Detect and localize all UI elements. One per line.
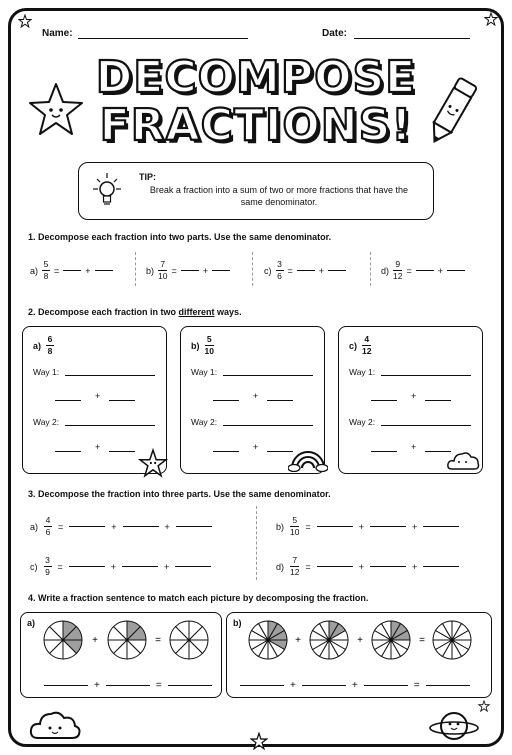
q4-label-a: a)	[27, 618, 36, 628]
q3-fraction: $\frac{5}{10}$	[290, 515, 300, 537]
answer-blank[interactable]	[44, 685, 88, 686]
tip-title: TIP:	[139, 172, 156, 182]
answer-blank[interactable]	[168, 685, 212, 686]
q1-item: b) $\frac{7}{10}$ = +	[146, 260, 230, 281]
q2-heading: 2. Decompose each fraction in two different ways.	[28, 307, 242, 317]
way2-label: Way 2:	[33, 417, 60, 427]
q1-fraction: $\frac{9}{12}$	[393, 259, 403, 281]
q1-item: a) $\frac{5}{8}$ = +	[30, 260, 113, 281]
plus-sign: +	[295, 635, 301, 646]
fraction-circle	[44, 621, 82, 659]
tip-text: Break a fraction into a sum of two or more fractions that have the same denominator.	[149, 185, 409, 207]
q3-item: a) $\frac{4}{6}$ = + +	[30, 516, 212, 537]
fraction-circle	[310, 621, 348, 659]
cloud-doodle-icon	[28, 706, 82, 742]
way1-label: Way 1:	[33, 367, 60, 377]
q1-fraction: $\frac{5}{8}$	[43, 259, 49, 281]
planet-doodle-icon	[428, 706, 480, 746]
date-label: Date:	[322, 28, 348, 39]
way1-label: Way 1:	[191, 367, 218, 377]
equals-sign: =	[155, 635, 161, 646]
title-line-2: FRACTIONS!	[99, 100, 413, 151]
q3-item: d) $\frac{7}{12}$ = + +	[276, 556, 459, 577]
q3-fraction: $\frac{4}{6}$	[45, 515, 51, 537]
q3-item: c) $\frac{3}{9}$ = + +	[30, 556, 211, 577]
q4-answer-row: + + =	[240, 680, 470, 691]
answer-blank[interactable]	[106, 685, 150, 686]
answer-blank[interactable]	[240, 685, 284, 686]
q3-fraction: $\frac{3}{9}$	[45, 555, 50, 577]
q2-fraction: $\frac{5}{10}$	[204, 334, 214, 356]
q3-item: b) $\frac{5}{10}$ = + +	[276, 516, 459, 537]
q3-fraction: $\frac{7}{12}$	[290, 555, 300, 577]
plus-sign: +	[357, 635, 363, 646]
q4-answer-row: + =	[44, 680, 212, 691]
q1-heading: 1. Decompose each fraction into two parts. Use the same denominator.	[28, 232, 332, 242]
q2-fraction: $\frac{4}{12}$	[362, 334, 372, 356]
q1-item: d) $\frac{9}{12}$ = +	[381, 260, 465, 281]
way2-label: Way 2:	[349, 417, 376, 427]
q3-heading: 3. Decompose the fraction into three parts. Use the same denominator.	[28, 489, 331, 499]
name-label: Name:	[42, 28, 73, 39]
fraction-circle	[433, 621, 471, 659]
q1-item: c) $\frac{3}{6}$ = +	[264, 260, 346, 281]
answer-blank[interactable]	[364, 685, 408, 686]
q2-fraction: $\frac{6}{8}$	[47, 334, 53, 356]
q2-box: a) $\frac{6}{8}$ Way 1: + Way 2: +	[22, 326, 167, 474]
q2-box: c) $\frac{4}{12}$ Way 1: + Way 2: +	[338, 326, 483, 474]
q1-fraction: $\frac{7}{10}$	[158, 259, 168, 281]
fraction-circle	[170, 621, 208, 659]
equals-sign: =	[419, 635, 425, 646]
fraction-circle	[372, 621, 410, 659]
fraction-circle	[249, 621, 287, 659]
answer-blank[interactable]	[426, 685, 470, 686]
way1-label: Way 1:	[349, 367, 376, 377]
answer-blank[interactable]	[302, 685, 346, 686]
plus-sign: +	[92, 635, 98, 646]
fraction-circle	[108, 621, 146, 659]
way2-label: Way 2:	[191, 417, 218, 427]
title-line-1: DECOMPOSE	[95, 52, 417, 103]
q4-heading: 4. Write a fraction sentence to match each picture by decomposing the fraction.	[28, 593, 369, 603]
q4-label-b: b)	[233, 618, 242, 628]
q2-box: b) $\frac{5}{10}$ Way 1: + Way 2: +	[180, 326, 325, 474]
q1-fraction: $\frac{3}{6}$	[277, 259, 282, 281]
